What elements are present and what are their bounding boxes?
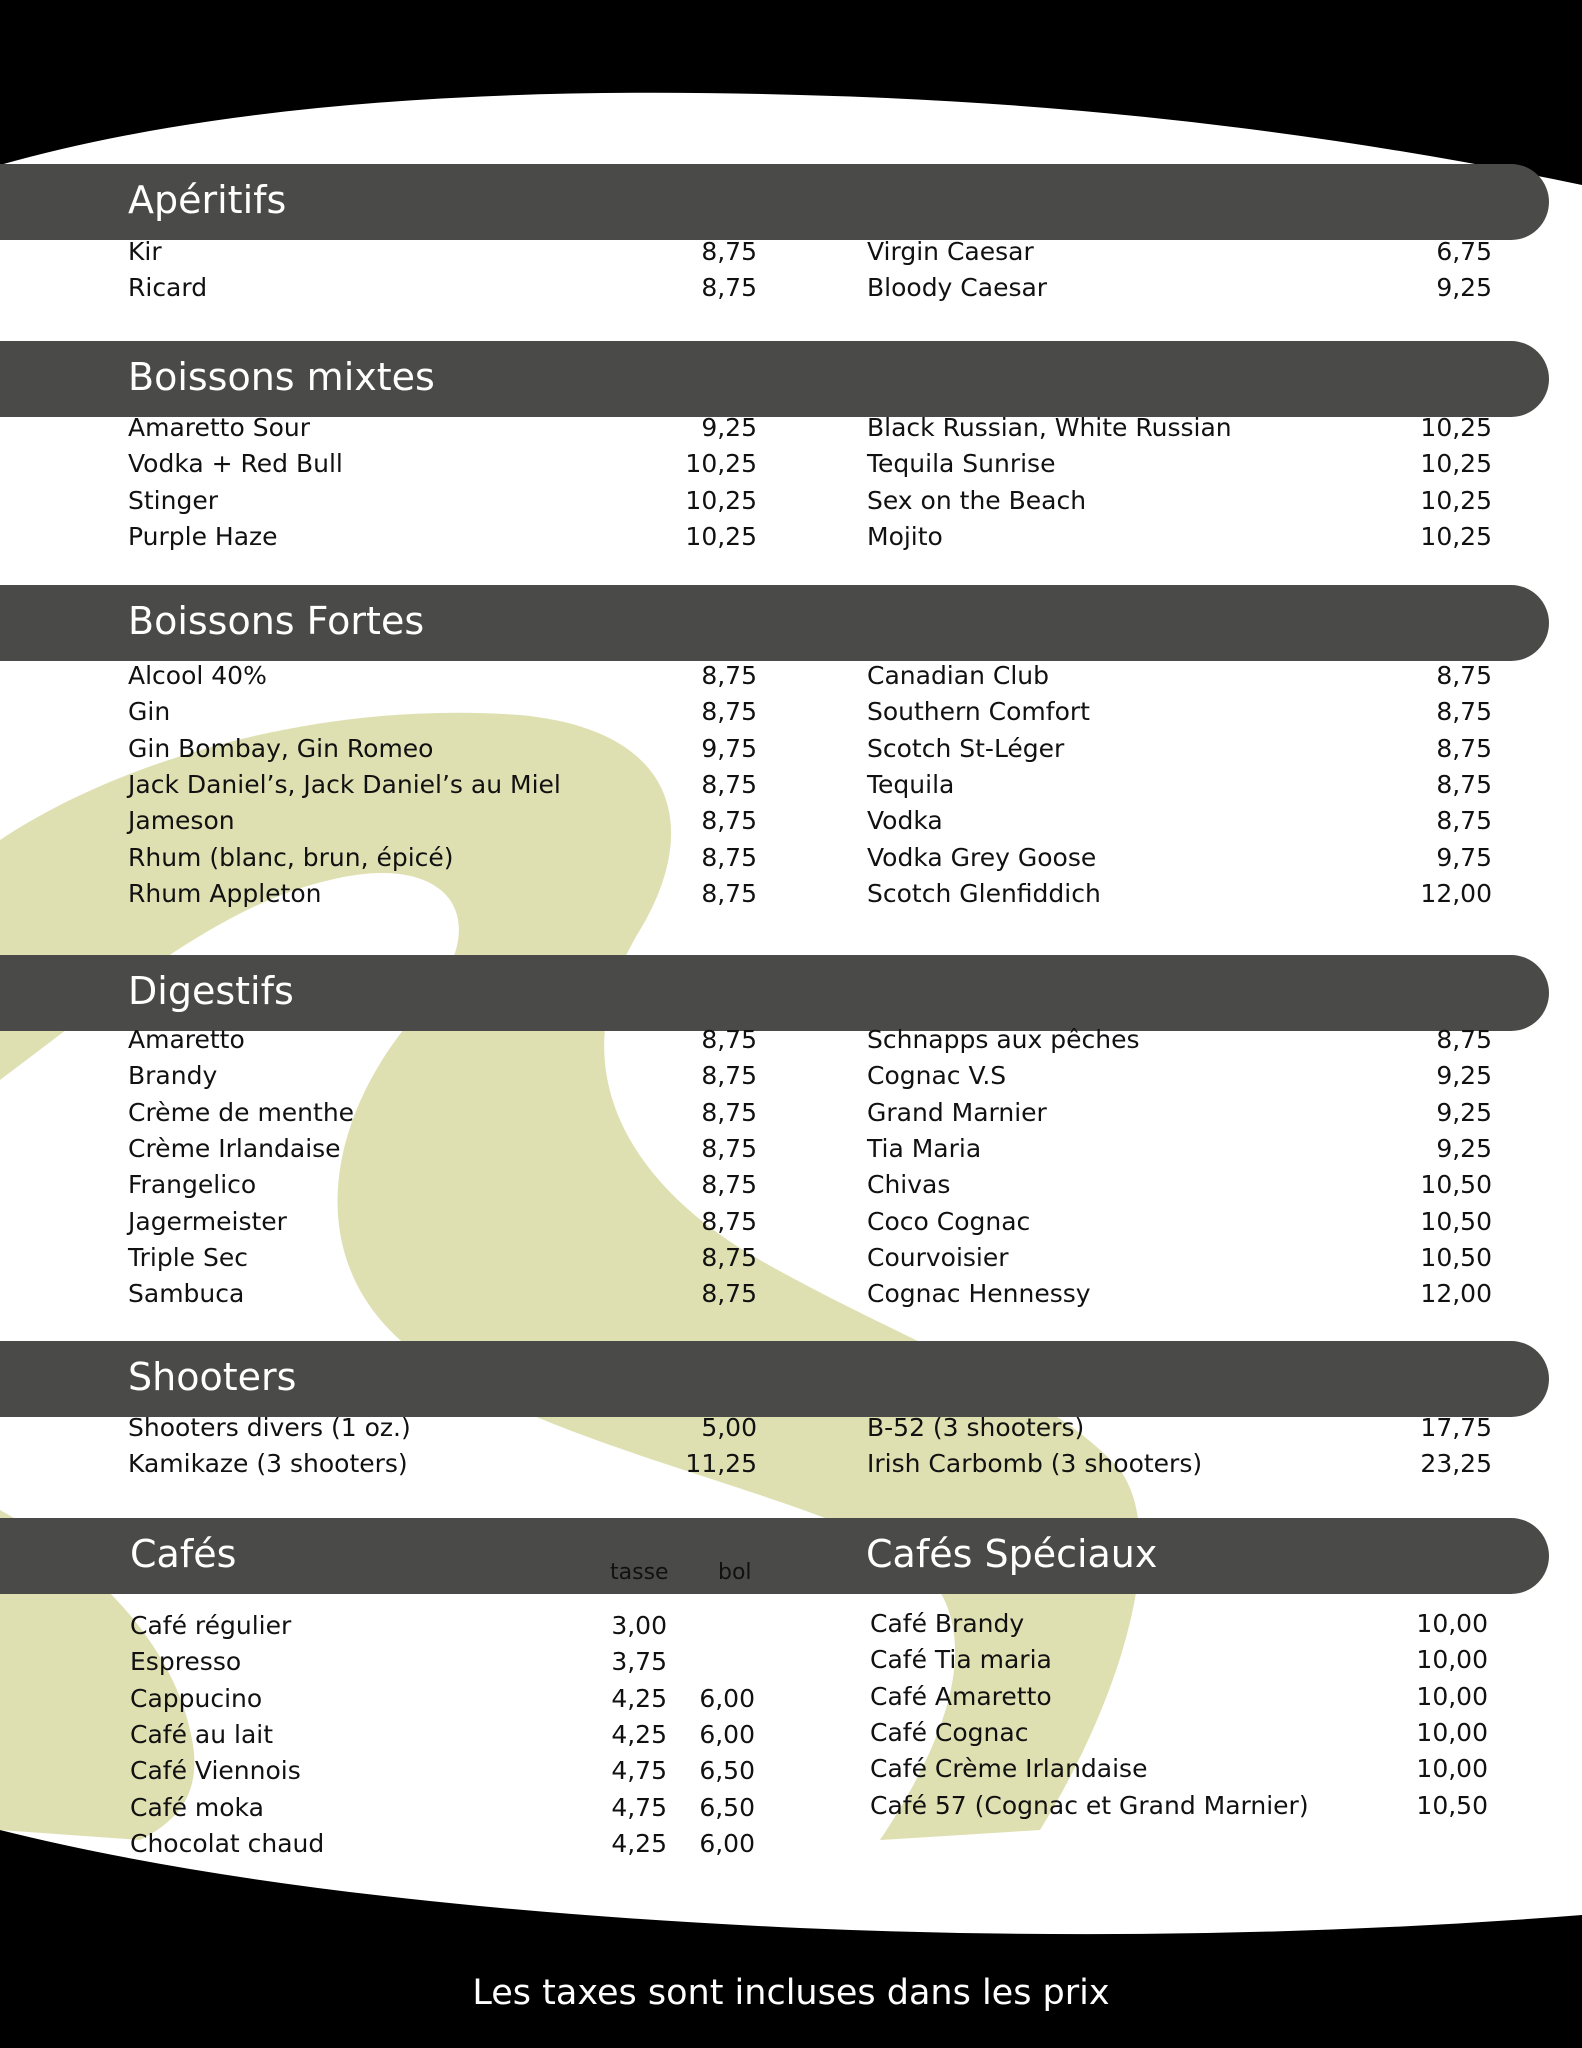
item-name: Triple Sec: [128, 1242, 248, 1272]
item-name: Bloody Caesar: [867, 273, 1048, 303]
item-name: Mojito: [867, 521, 943, 551]
section-title-cafes-speciaux: Cafés Spéciaux: [866, 1532, 1158, 1576]
item-name: Grand Marnier: [867, 1097, 1047, 1127]
item-price: 9,25: [701, 413, 757, 442]
item-name: Gin Bombay, Gin Romeo: [128, 733, 434, 763]
item-price: 17,75: [1420, 1413, 1492, 1442]
item-price: 8,75: [701, 1097, 757, 1127]
menu-item: [867, 1131, 1492, 1167]
menu-item: [128, 876, 757, 912]
item-price: 9,75: [1436, 842, 1492, 872]
section-title: Boissons Fortes: [128, 599, 425, 643]
item-price: 10,25: [685, 521, 757, 551]
menu-item: [867, 519, 1492, 555]
cafe-item: [130, 1644, 755, 1680]
item-name: Vodka Grey Goose: [867, 842, 1097, 872]
item-name: Stinger: [128, 485, 218, 515]
item-name: Tequila Sunrise: [867, 449, 1056, 479]
item-price: 6,75: [1436, 237, 1492, 266]
item-name: Jagermeister: [128, 1206, 287, 1236]
item-price: 8,75: [1436, 697, 1492, 727]
item-price: 23,25: [1420, 1449, 1492, 1479]
menu-item: [867, 1022, 1492, 1058]
menu-item: [128, 767, 757, 803]
item-name: Kamikaze (3 shooters): [128, 1449, 408, 1479]
item-price-bol: 6,00: [699, 1683, 755, 1713]
item-name: Schnapps aux pêches: [867, 1025, 1140, 1054]
item-price: 11,25: [685, 1449, 757, 1479]
item-name: Café moka: [130, 1792, 264, 1822]
menu-item: [128, 1131, 757, 1167]
section-band-boissons-fortes: [0, 585, 1549, 661]
menu-item: [128, 446, 757, 482]
section-band-digestifs: [0, 955, 1549, 1031]
item-name: Scotch Glenfiddich: [867, 878, 1101, 908]
menu-item: [128, 694, 757, 730]
item-price-tasse: 4,25: [611, 1828, 667, 1858]
menu-item: [867, 1095, 1492, 1131]
item-price: 9,25: [1436, 1061, 1492, 1091]
item-price: 8,75: [701, 1242, 757, 1272]
menu-item: [867, 234, 1492, 270]
menu-item: [128, 1095, 757, 1131]
menu-item: [128, 1446, 757, 1482]
cafe-item: [130, 1608, 755, 1644]
item-price-bol: 6,50: [699, 1792, 755, 1822]
item-name: Amaretto Sour: [128, 413, 311, 442]
menu-item: [867, 483, 1492, 519]
menu-item: [867, 803, 1492, 839]
item-price: 8,75: [701, 697, 757, 727]
column-head-bol: bol: [718, 1560, 752, 1585]
item-name: Kir: [128, 237, 162, 266]
column-head-tasse: tasse: [610, 1560, 669, 1585]
menu-item: [867, 840, 1492, 876]
item-price: 8,75: [701, 1133, 757, 1163]
cafe-special-item: [870, 1679, 1488, 1715]
item-price: 9,25: [1436, 1097, 1492, 1127]
section-title: Shooters: [128, 1355, 297, 1399]
menu-item: [867, 1058, 1492, 1094]
menu-item: [128, 1204, 757, 1240]
cafe-special-item: [870, 1788, 1488, 1824]
item-name: B-52 (3 shooters): [867, 1413, 1085, 1442]
item-name: Café régulier: [130, 1611, 292, 1640]
menu-item: [867, 1276, 1492, 1312]
item-name: Cognac V.S: [867, 1061, 1007, 1091]
menu-item: [128, 803, 757, 839]
menu-item: [867, 658, 1492, 694]
item-price-tasse: 4,25: [611, 1683, 667, 1713]
section-band-cafes: [0, 1518, 1549, 1594]
section-title: Boissons mixtes: [128, 355, 435, 399]
cafe-special-item: [870, 1606, 1488, 1642]
item-price: 8,75: [701, 842, 757, 872]
item-name: Espresso: [130, 1647, 242, 1677]
item-price: 10,50: [1420, 1170, 1492, 1200]
menu-item: [128, 1410, 757, 1446]
menu-item: [128, 1276, 757, 1312]
item-price: 8,75: [1436, 1025, 1492, 1054]
menu-item: [128, 1058, 757, 1094]
menu-item: [867, 446, 1492, 482]
cafe-special-item: [870, 1751, 1488, 1787]
item-price: 10,00: [1416, 1681, 1488, 1711]
item-price: 10,50: [1420, 1242, 1492, 1272]
item-price: 8,75: [701, 237, 757, 266]
item-name: Cognac Hennessy: [867, 1279, 1091, 1309]
item-price: 8,75: [1436, 733, 1492, 763]
menu-item: [128, 410, 757, 446]
item-name: Tequila: [867, 769, 955, 799]
item-price-bol: 6,00: [699, 1719, 755, 1749]
menu-item: [867, 694, 1492, 730]
section-band-boissons-mixtes: [0, 341, 1549, 417]
item-price-tasse: 4,75: [611, 1756, 667, 1786]
item-name: Canadian Club: [867, 661, 1049, 690]
cafe-item: [130, 1790, 755, 1826]
item-name: Coco Cognac: [867, 1206, 1031, 1236]
cafe-item: [130, 1681, 755, 1717]
menu-item: [128, 1167, 757, 1203]
menu-item: [128, 519, 757, 555]
item-price: 10,00: [1416, 1609, 1488, 1638]
item-price: 8,75: [701, 1061, 757, 1091]
menu-item: [867, 1167, 1492, 1203]
item-name: Jameson: [128, 806, 235, 836]
item-name: Southern Comfort: [867, 697, 1090, 727]
menu-item: [867, 1204, 1492, 1240]
item-price: 5,00: [701, 1413, 757, 1442]
item-price: 10,25: [1420, 521, 1492, 551]
item-price: 10,00: [1416, 1717, 1488, 1747]
item-price: 8,75: [701, 661, 757, 690]
section-title: Apéritifs: [128, 178, 287, 222]
menu-item: [128, 658, 757, 694]
item-price: 8,75: [701, 878, 757, 908]
item-name: Purple Haze: [128, 521, 278, 551]
item-name: Alcool 40%: [128, 661, 267, 690]
item-price: 8,75: [701, 273, 757, 303]
item-name: Courvoisier: [867, 1242, 1009, 1272]
item-name: Café Amaretto: [870, 1681, 1052, 1711]
item-price: 10,25: [1420, 449, 1492, 479]
menu-item: [867, 1240, 1492, 1276]
menu-item: [128, 483, 757, 519]
item-price: 12,00: [1420, 878, 1492, 908]
item-price: 10,25: [685, 485, 757, 515]
menu-item: [867, 270, 1492, 306]
menu-item: [128, 1022, 757, 1058]
item-price: 9,75: [701, 733, 757, 763]
item-price-bol: 6,50: [699, 1756, 755, 1786]
item-name: Cappucino: [130, 1683, 263, 1713]
item-name: Café Viennois: [130, 1756, 301, 1786]
item-price-tasse: 3,00: [611, 1611, 667, 1640]
cafe-item: [130, 1717, 755, 1753]
section-band-shooters: [0, 1341, 1549, 1417]
section-band-aperitifs: [0, 164, 1549, 240]
menu-item: [128, 731, 757, 767]
item-price-bol: 6,00: [699, 1828, 755, 1858]
item-price: 10,00: [1416, 1645, 1488, 1675]
item-price: 8,75: [1436, 806, 1492, 836]
cafe-special-item: [870, 1642, 1488, 1678]
item-name: Sex on the Beach: [867, 485, 1087, 515]
item-price-tasse: 4,25: [611, 1719, 667, 1749]
item-name: Crème de menthe: [128, 1097, 355, 1127]
item-name: Café 57 (Cognac et Grand Marnier): [870, 1790, 1309, 1820]
item-name: Amaretto: [128, 1025, 245, 1054]
item-name: Café Cognac: [870, 1717, 1029, 1747]
item-name: Brandy: [128, 1061, 218, 1091]
item-price: 9,25: [1436, 1133, 1492, 1163]
item-price: 10,50: [1420, 1206, 1492, 1236]
cafe-special-item: [870, 1715, 1488, 1751]
item-name: Café Crème Irlandaise: [870, 1754, 1148, 1784]
item-name: Black Russian, White Russian: [867, 413, 1232, 442]
cafe-item: [130, 1753, 755, 1789]
item-name: Chivas: [867, 1170, 951, 1200]
item-name: Vodka + Red Bull: [128, 449, 343, 479]
item-name: Rhum (blanc, brun, épicé): [128, 842, 454, 872]
item-price-tasse: 3,75: [611, 1647, 667, 1677]
item-name: Scotch St-Léger: [867, 733, 1065, 763]
item-name: Jack Daniel’s, Jack Daniel’s au Miel: [128, 769, 561, 799]
menu-item: [128, 270, 757, 306]
item-name: Vodka: [867, 806, 943, 836]
menu-item: [867, 767, 1492, 803]
menu-item: [867, 1446, 1492, 1482]
menu-item: [128, 234, 757, 270]
item-price: 8,75: [701, 1025, 757, 1054]
item-price: 8,75: [1436, 661, 1492, 690]
footer-note: Les taxes sont incluses dans les prix: [472, 1973, 1110, 2013]
menu-item: [867, 731, 1492, 767]
item-price: 10,25: [1420, 485, 1492, 515]
menu-item: [867, 1410, 1492, 1446]
section-title: Digestifs: [128, 969, 294, 1013]
menu-item: [128, 840, 757, 876]
item-price: 8,75: [701, 1206, 757, 1236]
item-price: 12,00: [1420, 1279, 1492, 1309]
menu-item: [867, 876, 1492, 912]
item-price: 10,00: [1416, 1754, 1488, 1784]
item-name: Irish Carbomb (3 shooters): [867, 1449, 1203, 1479]
item-price: 9,25: [1436, 273, 1492, 303]
item-name: Sambuca: [128, 1279, 245, 1309]
item-name: Café au lait: [130, 1719, 274, 1749]
item-name: Ricard: [128, 273, 208, 303]
item-name: Café Tia maria: [870, 1645, 1052, 1675]
item-name: Rhum Appleton: [128, 878, 322, 908]
item-price: 10,25: [1420, 413, 1492, 442]
menu-item: [128, 1240, 757, 1276]
item-price: 8,75: [701, 1279, 757, 1309]
item-price: 8,75: [701, 769, 757, 799]
item-name: Frangelico: [128, 1170, 257, 1200]
item-price: 8,75: [701, 1170, 757, 1200]
item-price: 10,50: [1416, 1790, 1488, 1820]
cafe-item: [130, 1826, 755, 1862]
item-name: Chocolat chaud: [130, 1828, 325, 1858]
item-name: Tia Maria: [867, 1133, 982, 1163]
item-price-tasse: 4,75: [611, 1792, 667, 1822]
item-price: 8,75: [1436, 769, 1492, 799]
item-name: Café Brandy: [870, 1609, 1025, 1638]
item-name: Crème Irlandaise: [128, 1133, 341, 1163]
item-price: 8,75: [701, 806, 757, 836]
section-title-cafes: Cafés: [130, 1532, 237, 1576]
item-price: 10,25: [685, 449, 757, 479]
item-name: Virgin Caesar: [867, 237, 1034, 266]
item-name: Shooters divers (1 oz.): [128, 1413, 411, 1442]
menu-item: [867, 410, 1492, 446]
item-name: Gin: [128, 697, 171, 727]
